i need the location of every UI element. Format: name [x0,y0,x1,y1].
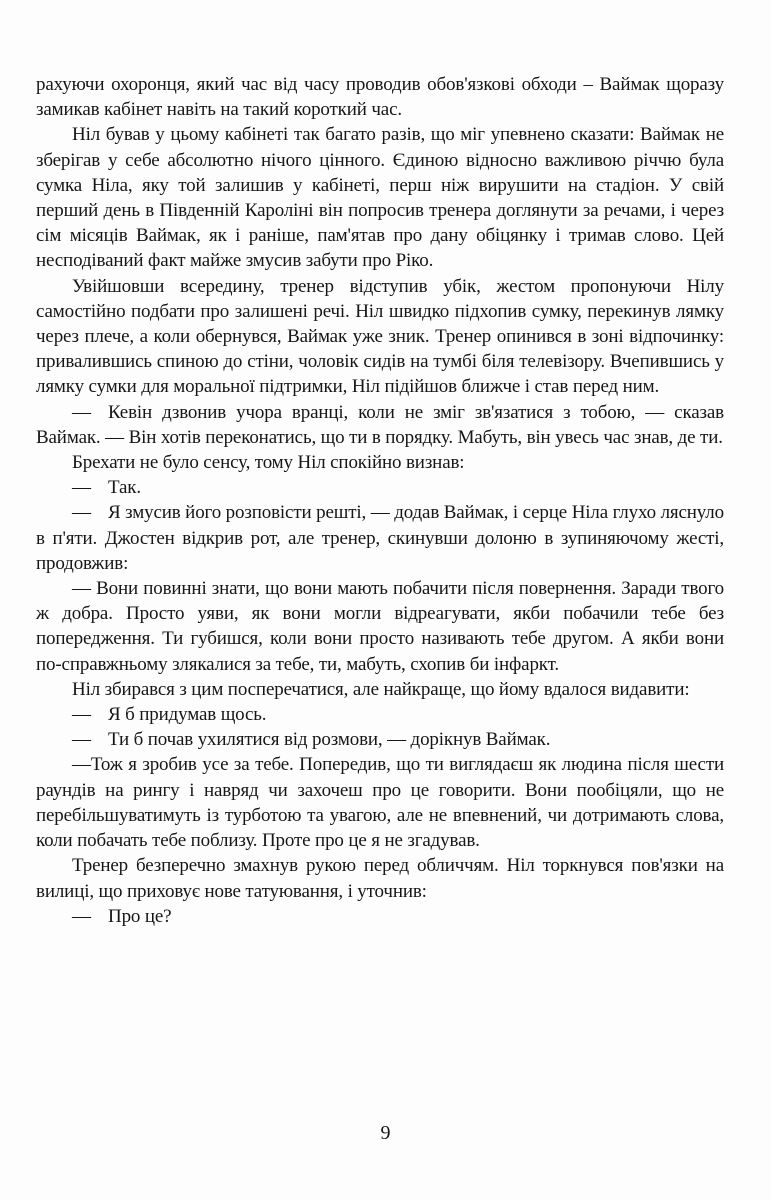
dialogue-line [36,727,724,752]
dialogue-dash: — [72,401,91,423]
paragraph: —Тож я зробив усе за тебе. Попередив, що ти виглядаєш як людина після шести раундів на рингу і навряд чи захочеш про це говорити. Вони пообіцяли, що не перебільшуватимуть із турботою та увагою, але не впевнений, чи дотримають слова, коли побачать тебе поблизу. Проте про це я не згадував. [36,754,724,852]
dialogue-text: Я б придумав щось. [108,704,267,726]
dialogue-line [36,702,724,727]
page-body-text [36,72,724,929]
paragraph-continuation: рахуючи охоронця, який час від часу проводив обов'язкові обходи – Ваймак щоразу замикав кабінет навіть на такий короткий час. [36,74,724,121]
dialogue-text: Кевін дзвонив учора вранці, коли не зміг зв'язатися з тобою, — сказав Ваймак. — Він хотів переконатись, що ти в порядку. Мабуть, він увесь час знав, де ти. [36,401,724,448]
dialogue-dash: — [72,729,91,751]
paragraph: Ніл збирався з цим посперечатися, але найкраще, що йому вдалося видавити: [72,678,690,700]
paragraph: Ніл бував у цьому кабінеті так багато разів, що міг упевнено сказати: Ваймак не зберігав у себе абсолютно нічого цінного. Єдиною відносно важливою річчю була сумка Ніла, яку той залишив у кабінеті, перш ніж вирушити на стадіон. У свій перший день в Південній Кароліні він попросив тренера доглянути за речами, і через сім місяців Ваймак, як і раніше, пам'ятав про дану обіцянку і тримав слово. Цей несподіваний факт майже змусив забути про Ріко. [36,124,724,272]
paragraph: Брехати не було сенсу, тому Ніл спокійно визнав: [72,452,465,474]
dialogue-line [36,500,724,576]
paragraph: — Вони повинні знати, що вони мають побачити після повернення. Заради твого ж добра. Просто уяви, як вони могли відреагувати, якби побачили тебе без попередження. Ти губишся, коли вони просто називають тебе другом. А якби вони по-справжньому злякалися за тебе, ти, мабуть, схопив би інфаркт. [36,578,724,675]
dialogue-text: Про це? [108,905,172,927]
dialogue-dash: — [72,477,91,499]
dialogue-dash: — [72,905,91,927]
page-number: 9 [380,1122,391,1144]
paragraph: Увійшовши всередину, тренер відступив убік, жестом пропонуючи Нілу самостійно подбати про залишені речі. Ніл швидко підхопив сумку, перекинув лямку через плече, а коли обернувся, Ваймак уже зник. Тренер опинився в зоні відпочинку: привалившись спиною до стіни, чоловік сидів на тумбі біля телевізору. Вчепившись у лямку сумки для моральної підтримки, Ніл підійшов ближче і став перед ним. [36,275,724,398]
dialogue-line [36,475,724,500]
paragraph: Тренер безперечно змахнув рукою перед обличчям. Ніл торкнувся пов'язки на вилиці, що приховує нове татуювання, і уточнив: [36,855,724,902]
dialogue-line [36,400,724,450]
dialogue-line [36,904,724,929]
dialogue-dash: — [72,704,91,726]
dialogue-text: Я змусив його розповісти решті, — додав Ваймак, і серце Ніла глухо ляснуло в п'яти. Джостен відкрив рот, але тренер, скинувши долоню в зупиняючому жесті, продовжив: [36,502,724,574]
dialogue-dash: — [72,502,91,524]
dialogue-text: Так. [108,477,141,499]
dialogue-text: Ти б почав ухилятися від розмови, — дорікнув Ваймак. [108,729,551,751]
